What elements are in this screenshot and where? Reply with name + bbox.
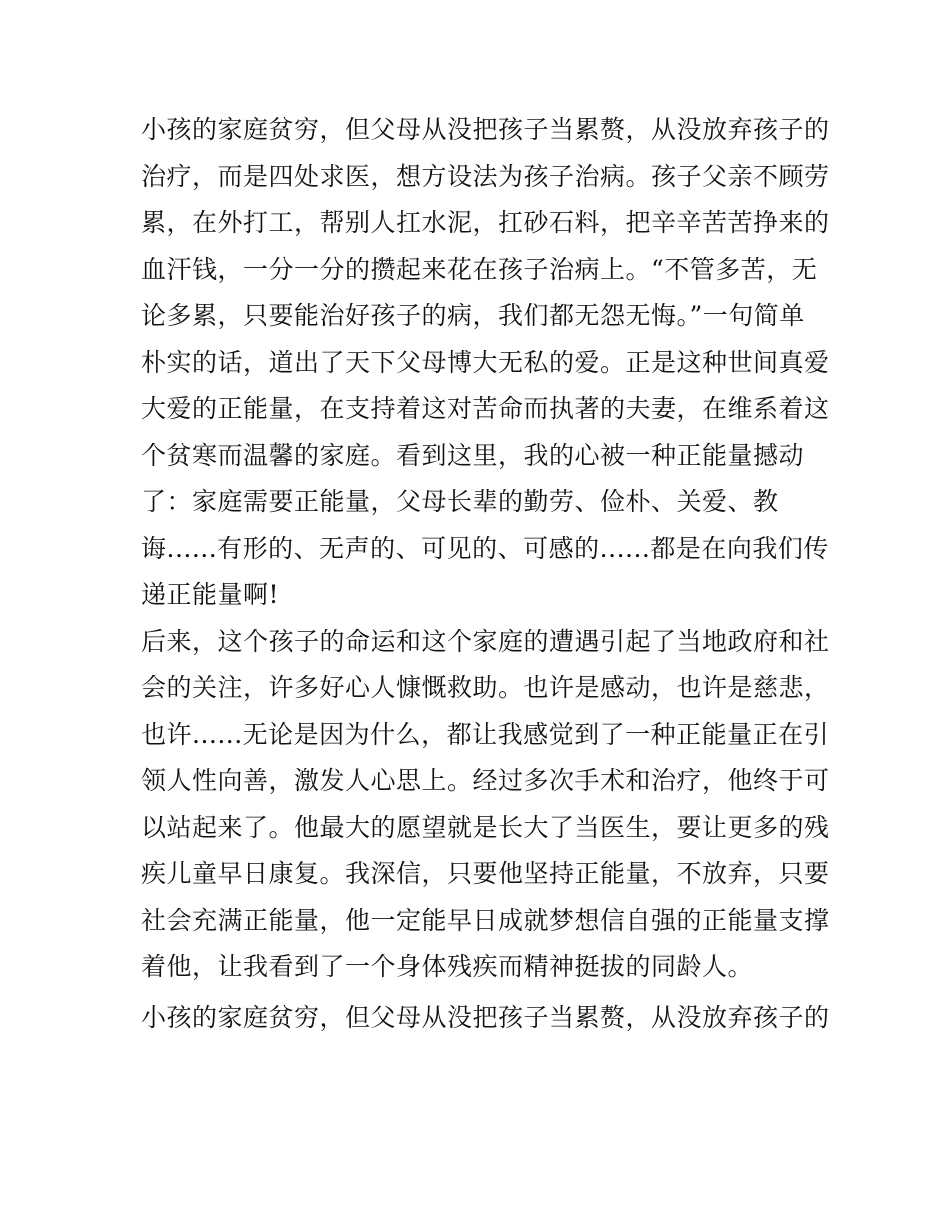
text-line: 也许......无论是因为什么，都让我感觉到了一种正能量正在引 [141, 719, 830, 749]
text-line: 小孩的家庭贫穷，但父母从没把孩子当累赘，从没放弃孩子的 [141, 115, 830, 144]
text-line: 着他，让我看到了一个身体残疾而精神挺拔的同龄人。 [141, 952, 754, 981]
text-line: 递正能量啊! [141, 580, 280, 609]
text-line: 个贫寒而温馨的家庭。看到这里，我的心被一种正能量撼动 [141, 440, 805, 470]
text-line: 疾儿童早日康复。我深信，只要他坚持正能量，不放弃，只要 [141, 859, 830, 888]
text-line: 大爱的正能量，在支持着这对苦命而执著的夫妻，在维系着这 [141, 394, 830, 423]
text-line: 后来，这个孩子的命运和这个家庭的遭遇引起了当地政府和社 [141, 626, 830, 656]
text-line: 社会充满正能量，他一定能早日成就梦想信自强的正能量支撑 [141, 905, 830, 935]
text-line: 诲......有形的、无声的、可见的、可感的......都是在向我们传 [141, 533, 829, 563]
text-line: 血汗钱，一分一分的攒起来花在孩子治病上。“不管多苦，无 [141, 254, 818, 284]
text-line: 以站起来了。他最大的愿望就是长大了当医生，要让更多的残 [141, 812, 830, 842]
text-line: 小孩的家庭贫穷，但父母从没把孩子当累赘，从没放弃孩子的 [141, 1002, 830, 1032]
document-body [141, 107, 831, 1041]
paragraph [141, 107, 831, 619]
text-line: 会的关注，许多好心人慷慨救助。也许是感动，也许是慈悲， [141, 673, 830, 702]
text-line: 累，在外打工，帮别人扛水泥，扛砂石料，把辛辛苦苦挣来的 [141, 208, 830, 237]
paragraph [141, 619, 831, 991]
text-line: 了：家庭需要正能量，父母长辈的勤劳、俭朴、关爱、教 [141, 487, 779, 516]
text-line: 朴实的话，道出了天下父母博大无私的爱。正是这种世间真爱 [141, 347, 830, 377]
text-line: 论多累，只要能治好孩子的病，我们都无怨无悔。”一句简单 [141, 301, 805, 330]
text-line: 领人性向善，激发人心思上。经过多次手术和治疗，他终于可 [141, 766, 830, 795]
text-line: 治疗，而是四处求医，想方设法为孩子治病。孩子父亲不顾劳 [141, 161, 830, 191]
paragraph [141, 995, 831, 1042]
